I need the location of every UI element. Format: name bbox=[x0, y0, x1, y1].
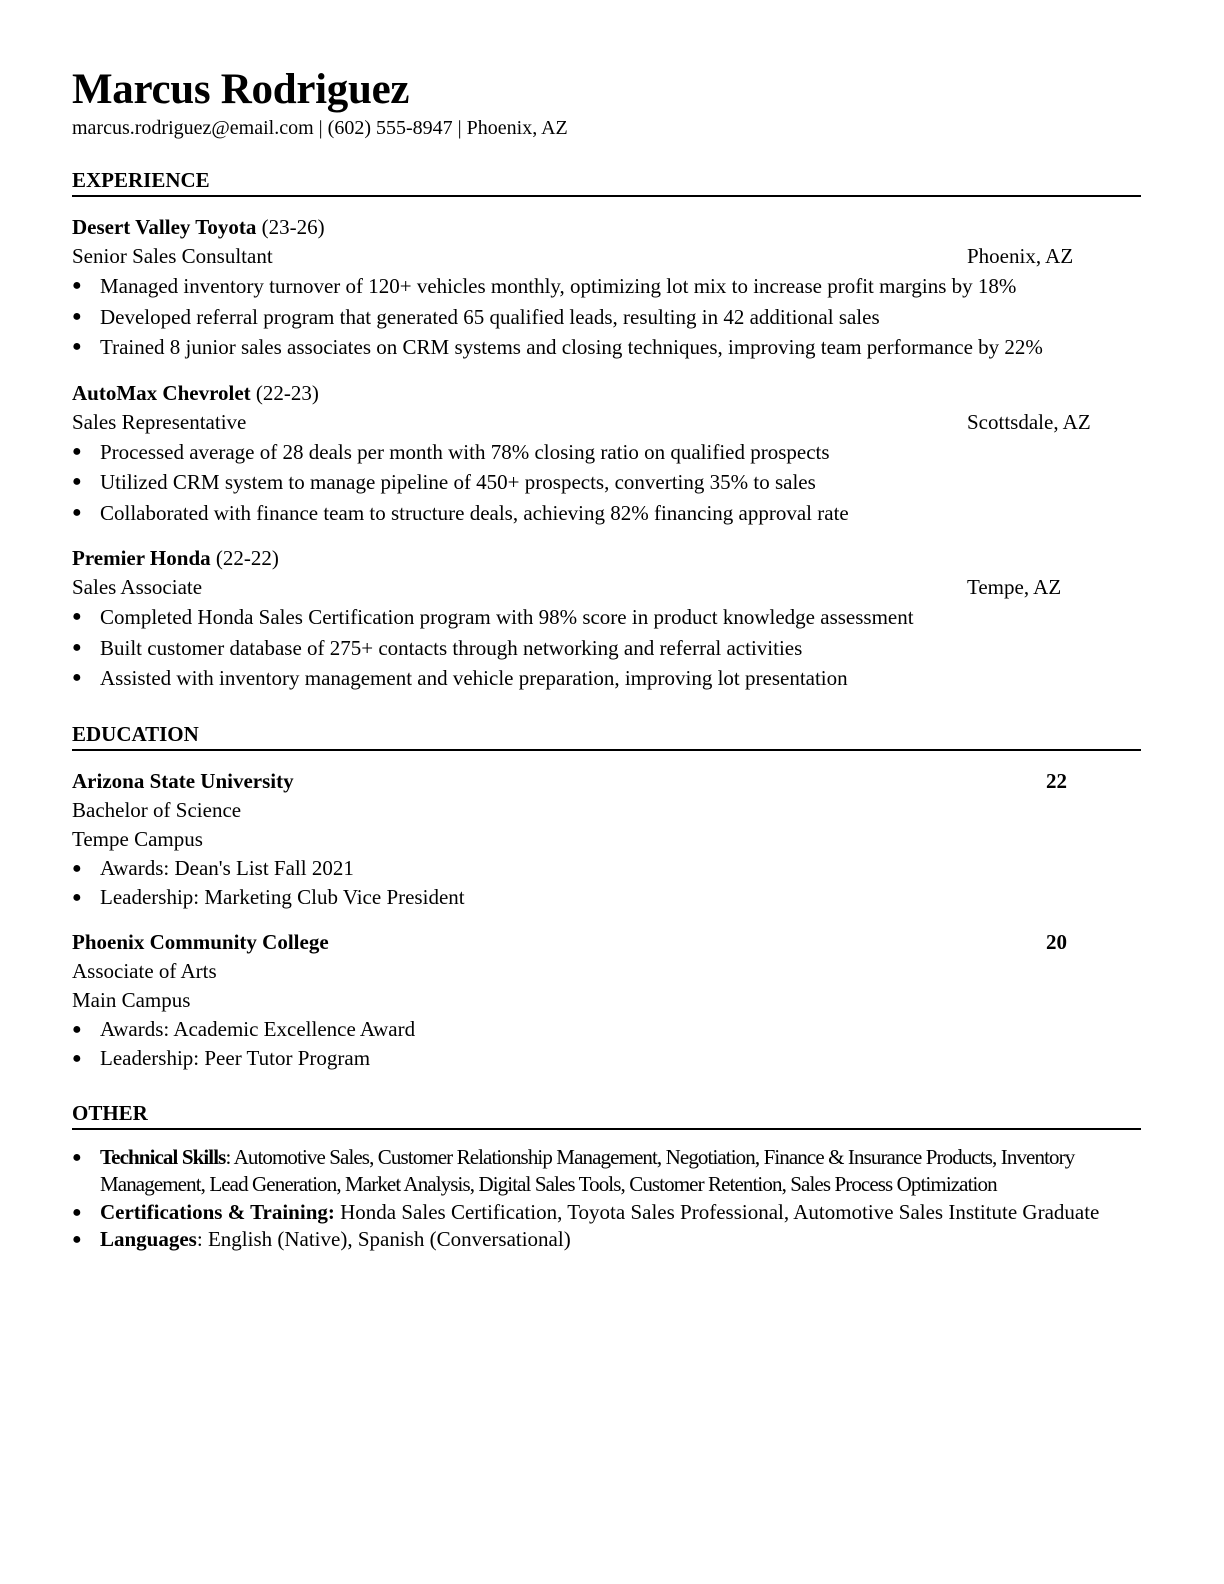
bullet-text: Utilized CRM system to manage pipeline of 450+ prospects, converting 35% to sales bbox=[100, 470, 816, 494]
school-header bbox=[72, 928, 1141, 957]
experience-entry bbox=[72, 544, 1141, 694]
bullet-icon: ● bbox=[72, 859, 82, 877]
job-location: Tempe, AZ bbox=[967, 575, 1062, 599]
list-item bbox=[72, 498, 1141, 529]
languages-text: : English (Native), Spanish (Conversational) bbox=[196, 1227, 571, 1251]
other-heading: OTHER bbox=[72, 1100, 1141, 1130]
bullet-text: Processed average of 28 deals per month with 78% closing ratio on qualified prospects bbox=[100, 439, 830, 464]
list-item bbox=[72, 302, 1141, 333]
bullet-icon: ● bbox=[72, 307, 82, 325]
bullet-text: Leadership: Marketing Club Vice President bbox=[100, 884, 465, 909]
list-item bbox=[72, 1044, 1141, 1073]
school-header bbox=[72, 767, 1141, 796]
bullet-icon: ● bbox=[72, 1231, 82, 1248]
job-title: Sales Representative bbox=[72, 409, 247, 434]
education-entry bbox=[72, 928, 1141, 1073]
job-location: Scottsdale, AZ bbox=[967, 409, 1091, 434]
degree-row bbox=[72, 957, 1141, 986]
bullet-text: Developed referral program that generated 65 qualified leads, resulting in 42 additional sales bbox=[100, 304, 880, 329]
bullet-text: Completed Honda Sales Certification program with 98% score in product knowledge assessment bbox=[100, 605, 914, 629]
list-item bbox=[72, 633, 1141, 664]
job-dates: (22-23) bbox=[255, 380, 319, 405]
bullet-icon: ● bbox=[72, 503, 82, 521]
degree: Associate of Arts bbox=[72, 958, 217, 983]
certifications-item bbox=[72, 1199, 1141, 1227]
resume-page bbox=[72, 64, 1141, 1254]
list-item bbox=[72, 602, 1141, 633]
job-title-row bbox=[72, 573, 1141, 602]
campus: Tempe Campus bbox=[72, 826, 203, 851]
job-dates: (23-26) bbox=[261, 215, 325, 239]
school-name: Arizona State University bbox=[72, 768, 294, 793]
company-name: Premier Honda bbox=[72, 546, 211, 570]
list-item bbox=[72, 437, 1141, 468]
languages-item bbox=[72, 1226, 1141, 1254]
campus: Main Campus bbox=[72, 987, 191, 1012]
bullet-icon: ● bbox=[72, 1148, 82, 1166]
bullet-icon: ● bbox=[72, 442, 82, 460]
job-title-row bbox=[72, 242, 1141, 271]
technical-skills-text: : Automotive Sales, Customer Relationship Management, Negotiation, Finance & Insurance Products, Inventory Management, Lead Generation, Market Analysis, Digital Sales Tools, Customer Retention, Sales Process Optimization bbox=[100, 1144, 1075, 1196]
degree: Bachelor of Science bbox=[72, 797, 242, 822]
job-bullets bbox=[72, 602, 1141, 694]
job-location: Phoenix, AZ bbox=[967, 244, 1074, 268]
bullet-icon: ● bbox=[72, 473, 82, 490]
degree-row bbox=[72, 796, 1141, 825]
job-header bbox=[72, 213, 1141, 242]
bullet-text: Leadership: Peer Tutor Program bbox=[100, 1045, 371, 1070]
bullet-text: Assisted with inventory management and vehicle preparation, improving lot presentation bbox=[100, 666, 848, 690]
bullet-text: Awards: Academic Excellence Award bbox=[100, 1016, 416, 1041]
experience-entry bbox=[72, 213, 1141, 363]
bullet-icon: ● bbox=[72, 669, 82, 686]
education-bullets bbox=[72, 1015, 1141, 1073]
list-item bbox=[72, 332, 1141, 363]
experience-heading: EXPERIENCE bbox=[72, 167, 1141, 197]
list-item bbox=[72, 663, 1141, 694]
bullet-icon: ● bbox=[72, 1049, 82, 1067]
bullet-text: Built customer database of 275+ contacts through networking and referral activities bbox=[100, 635, 803, 660]
company-name: AutoMax Chevrolet bbox=[72, 380, 251, 405]
bullet-icon: ● bbox=[72, 888, 82, 906]
list-item bbox=[72, 271, 1141, 302]
job-dates: (22-22) bbox=[215, 546, 279, 570]
job-bullets bbox=[72, 437, 1141, 529]
education-bullets bbox=[72, 854, 1141, 912]
job-title: Sales Associate bbox=[72, 575, 203, 599]
bullet-icon: ● bbox=[72, 1020, 82, 1038]
school-name: Phoenix Community College bbox=[72, 929, 329, 954]
list-item bbox=[72, 1015, 1141, 1044]
education-entry bbox=[72, 767, 1141, 912]
list-item bbox=[72, 467, 1141, 498]
graduation-year: 20 bbox=[1046, 929, 1067, 954]
contact-line: marcus.rodriguez@email.com | (602) 555-8947 | Phoenix, AZ bbox=[72, 117, 568, 139]
job-title-row bbox=[72, 408, 1141, 437]
bullet-icon: ● bbox=[72, 638, 82, 656]
campus-row bbox=[72, 986, 1141, 1015]
graduation-year: 22 bbox=[1046, 768, 1067, 793]
bullet-icon: ● bbox=[72, 608, 82, 625]
candidate-name: Marcus Rodriguez bbox=[72, 66, 410, 113]
bullet-icon: ● bbox=[72, 338, 82, 355]
bullet-text: Awards: Dean's List Fall 2021 bbox=[100, 855, 354, 880]
list-item bbox=[72, 883, 1141, 912]
languages-label: Languages bbox=[100, 1227, 197, 1251]
certifications-label: Certifications & Training: bbox=[100, 1199, 335, 1224]
technical-skills-label: Technical Skills bbox=[100, 1144, 226, 1169]
certifications-text: Honda Sales Certification, Toyota Sales Professional, Automotive Sales Institute Graduate bbox=[334, 1199, 1100, 1224]
bullet-text: Managed inventory turnover of 120+ vehicles monthly, optimizing lot mix to increase profit margins by 18% bbox=[100, 274, 1017, 298]
job-bullets bbox=[72, 271, 1141, 363]
bullet-text: Trained 8 junior sales associates on CRM systems and closing techniques, improving team performance by 22% bbox=[100, 335, 1043, 359]
list-item bbox=[72, 854, 1141, 883]
experience-entry bbox=[72, 379, 1141, 529]
education-heading: EDUCATION bbox=[72, 721, 1141, 751]
job-header bbox=[72, 544, 1141, 573]
bullet-icon: ● bbox=[72, 277, 82, 294]
campus-row bbox=[72, 825, 1141, 854]
technical-skills-item bbox=[72, 1144, 1141, 1199]
company-name: Desert Valley Toyota bbox=[72, 215, 257, 239]
bullet-text: Collaborated with finance team to structure deals, achieving 82% financing approval rate bbox=[100, 500, 849, 525]
other-list bbox=[72, 1144, 1141, 1254]
job-header bbox=[72, 379, 1141, 408]
job-title: Senior Sales Consultant bbox=[72, 244, 273, 268]
bullet-icon: ● bbox=[72, 1203, 82, 1221]
